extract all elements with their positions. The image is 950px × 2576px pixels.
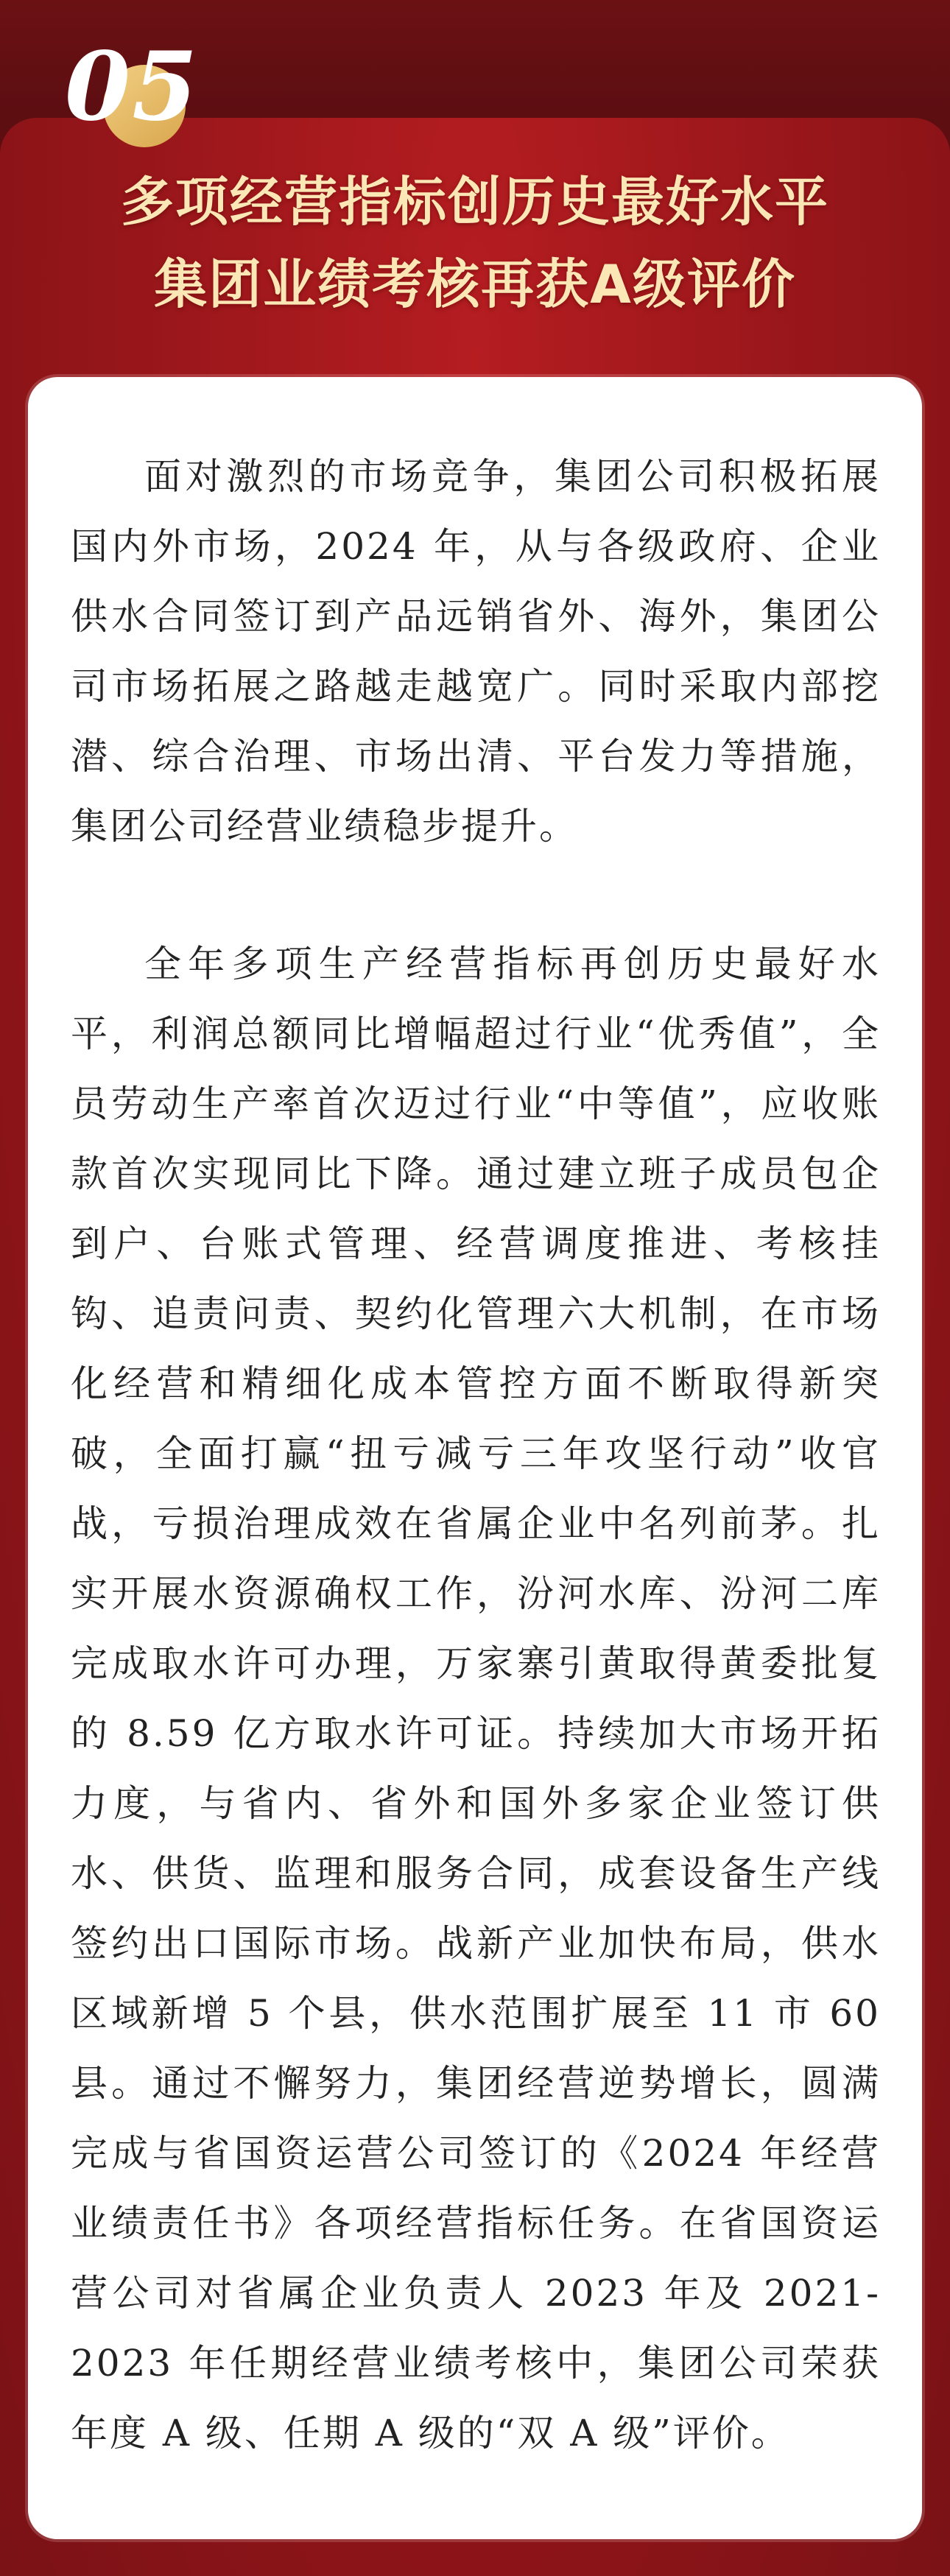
section-number: 05 xyxy=(65,32,200,142)
paragraph-1-text: 面对激烈的市场竞争，集团公司积极拓展国内外市场，2024 年，从与各级政府、企业供水合同签订到产品远销省外、海外，集团公司市场拓展之路越走越宽广。同时采取内部挖潜、综合治理、市场出清、平台发力等措施，集团公司经营业绩稳步提升。 xyxy=(71,455,881,848)
paragraph-1 xyxy=(71,442,881,862)
section-title xyxy=(0,161,950,325)
content-card xyxy=(28,377,922,2539)
paragraph-2 xyxy=(71,929,881,2468)
paragraph-2-text: 全年多项生产经营指标再创历史最好水平，利润总额同比增幅超过行业“优秀值”，全员劳动生产率首次迈过行业“中等值”，应收账款首次实现同比下降。通过建立班子成员包企到户、台账式管理、经营调度推进、考核挂钩、追责问责、契约化管理六大机制，在市场化经营和精细化成本管控方面不断取得新突破，全面打赢“扭亏减亏三年攻坚行动”收官战，亏损治理成效在省属企业中名列前茅。扎实开展水资源确权工作，汾河水库、汾河二库完成取水许可办理，万家寨引黄取得黄委批复的 8.59 亿方取水许可证。持续加大市场开拓力度，与省内、省外和国外多家企业签订供水、供货、监理和服务合同，成套设备生产线签约出口国际市场。战新产业加快布局，供水区域新增 5 个县，供水范围扩展至 11 市 60 县。通过不懈努力，集团经营逆势增长，圆满完成与省国资运营公司签订的《2024 年经营业绩责任书》各项经营指标任务。在省国资运营公司对省属企业负责人 2023 年及 2021-2023 年任期经营业绩考核中，集团公司荣获年度 A 级、任期 A 级的“双 A 级”评价。 xyxy=(71,943,881,2454)
section-title-line-2: 集团业绩考核再获A级评价 xyxy=(154,253,796,315)
section-title-line-1: 多项经营指标创历史最好水平 xyxy=(120,171,829,233)
